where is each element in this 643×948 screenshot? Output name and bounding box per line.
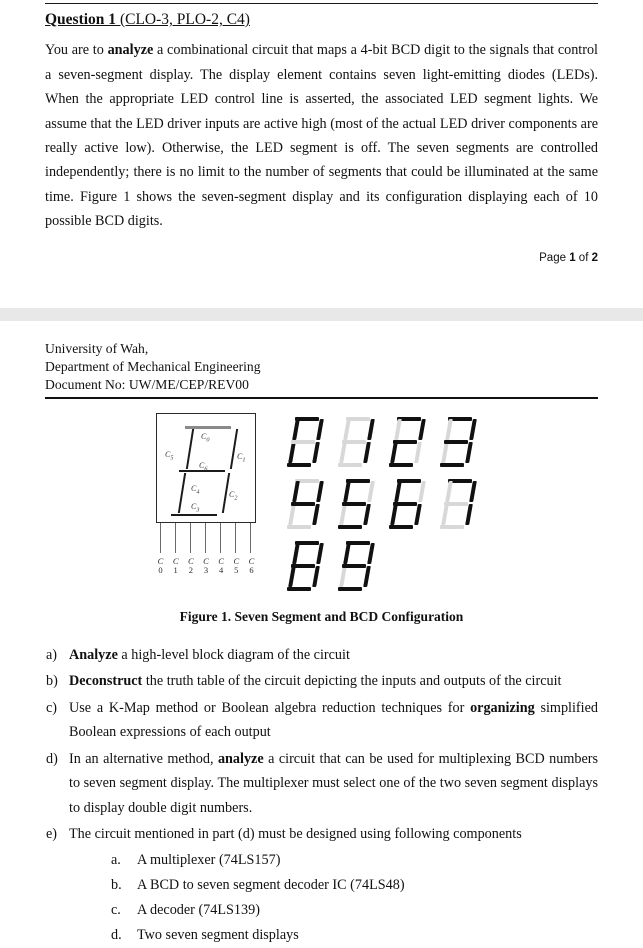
- segment-label-c2: $C_2$: [229, 489, 238, 502]
- pin-line-5: [235, 523, 236, 553]
- part-text: Use a K-Map method or Boolean algebra reduction techniques for organizing simplified Boolean expressions of each output: [69, 699, 598, 741]
- question-part-b: [45, 669, 598, 693]
- digit-7-segment-c: [465, 504, 473, 525]
- digit-0-segment-g: [291, 440, 315, 444]
- question-parts-list: [45, 643, 598, 948]
- digit-7-segment-b: [469, 481, 477, 502]
- digit-9-segment-b: [367, 543, 375, 564]
- paragraph-part-2: a combinational circuit that maps a 4-bit BCD digit to the signals that control a seven-segment display. The display element contains seven light-emitting diodes (LEDs). When the appropriate LED control line is asserted, the associated LED segment lights. We assume that the LED driver inputs are active high (most of the actual LED driver components are really active low). Otherwise, the LED segment is off. The seven segments are controlled independently; there is no limit to the number of segments that could be illuminated at the same time. Figure 1 shows the seven-segment display and its configuration displaying each of 10 possible BCD digits.: [45, 42, 599, 230]
- pin-label-5: C 5: [233, 555, 240, 575]
- digit-0-segment-e: [288, 442, 296, 463]
- digit-2-segment-b: [418, 419, 426, 440]
- component-text: Two seven segment displays: [137, 926, 299, 943]
- segment-c3: [171, 514, 217, 516]
- digit-2-segment-c: [414, 442, 422, 463]
- digit-7-segment-g: [444, 502, 468, 506]
- segment-label-c3: $C_3$: [191, 501, 200, 514]
- digit-1-segment-g: [342, 440, 366, 444]
- digit-0-segment-f: [292, 419, 300, 440]
- segment-label-c5: $C_5$: [165, 449, 174, 462]
- digit-6-segment-d: [389, 525, 413, 529]
- digit-1-segment-c: [363, 442, 371, 463]
- part-marker: b): [46, 673, 58, 690]
- digit-2-segment-e: [390, 442, 398, 463]
- digit-6-segment-c: [414, 504, 422, 525]
- part-marker: c): [46, 699, 58, 716]
- digit-4-segment-c: [312, 504, 320, 525]
- pin-label-row: [154, 557, 258, 575]
- page-top-spacer: [0, 321, 643, 334]
- segment-label-c0: $C_0$: [201, 431, 210, 444]
- bcd-digit-4: [286, 477, 330, 531]
- bcd-digit-8: [286, 539, 330, 593]
- pin-line-3: [205, 523, 206, 553]
- component-marker: b.: [111, 877, 122, 894]
- pin-label-1: C 1: [172, 555, 179, 575]
- question-paragraph: [45, 38, 598, 233]
- seven-segment-body: [156, 413, 256, 523]
- segment-c5: [186, 429, 195, 469]
- digit-3-segment-c: [465, 442, 473, 463]
- footer-total-pages: 2: [591, 251, 598, 264]
- package-pins: [156, 523, 256, 557]
- question-heading-rest: (CLO-3, PLO-2, C4): [116, 11, 250, 28]
- pin-line-6: [250, 523, 251, 553]
- digit-3-segment-f: [445, 419, 453, 440]
- segment-c4: [178, 473, 187, 513]
- digit-4-segment-g: [291, 502, 315, 506]
- bcd-digit-7: [439, 477, 483, 531]
- digit-8-segment-f: [292, 543, 300, 564]
- digit-8-segment-d: [287, 587, 311, 591]
- digit-7-segment-d: [440, 525, 464, 529]
- component-marker: c.: [111, 902, 121, 919]
- pin-label-0: C 0: [157, 555, 164, 575]
- digit-5-segment-e: [339, 504, 347, 525]
- digit-8-segment-b: [316, 543, 324, 564]
- segment-label-c6: $C_6$: [199, 460, 208, 473]
- paragraph-part-1: You are to: [45, 42, 108, 59]
- bcd-digit-1: [337, 415, 381, 469]
- part-marker: e): [46, 825, 58, 842]
- page-footer: [45, 252, 598, 264]
- digit-4-segment-b: [316, 481, 324, 502]
- pin-line-2: [190, 523, 191, 553]
- footer-mid: of: [575, 251, 592, 264]
- digit-5-segment-c: [363, 504, 371, 525]
- digit-5-segment-f: [343, 481, 351, 502]
- digit-9-segment-f: [343, 543, 351, 564]
- document-page-1: [0, 0, 643, 264]
- digit-3-segment-g: [444, 440, 468, 444]
- digit-6-segment-f: [394, 481, 402, 502]
- bcd-digit-grid: [286, 415, 487, 597]
- digit-3-segment-d: [440, 463, 464, 467]
- digit-9-segment-g: [342, 564, 366, 568]
- document-header: [45, 334, 598, 394]
- question-part-e: [45, 822, 598, 948]
- bcd-digit-6: [388, 477, 432, 531]
- digit-4-segment-e: [288, 504, 296, 525]
- figure-caption: Figure 1. Seven Segment and BCD Configuration: [179, 608, 464, 624]
- digit-0-segment-b: [316, 419, 324, 440]
- component-item-b: [91, 873, 598, 898]
- segment-label-c1: $C_1$: [237, 451, 246, 464]
- digit-5-segment-g: [342, 502, 366, 506]
- bcd-digit-5: [337, 477, 381, 531]
- digit-1-segment-b: [367, 419, 375, 440]
- pin-label-2: C 2: [187, 555, 194, 575]
- digit-2-segment-d: [389, 463, 413, 467]
- part-text: Analyze a high-level block diagram of the circuit: [69, 646, 350, 663]
- part-emphasis: organizing: [470, 699, 535, 716]
- page-break-separator: [0, 308, 643, 321]
- digit-3-segment-b: [469, 419, 477, 440]
- pin-line-0: [160, 523, 161, 553]
- page-bottom-spacer: [0, 264, 643, 308]
- pin-label-6: C 6: [248, 555, 255, 575]
- part-text: In an alternative method, analyze a circuit that can be used for multiplexing BCD numbers to seven segment display. The multiplexer must select one of the two seven segment displays to display double digit numbers.: [69, 750, 598, 816]
- digit-6-segment-b: [418, 481, 426, 502]
- digit-1-segment-d: [338, 463, 362, 467]
- header-department: Department of Mechanical Engineering: [45, 358, 261, 374]
- bcd-digit-2: [388, 415, 432, 469]
- question-part-a: [45, 643, 598, 667]
- question-heading: [45, 10, 598, 29]
- part-marker: a): [46, 646, 58, 663]
- digit-4-segment-f: [292, 481, 300, 502]
- part-marker: d): [46, 750, 58, 767]
- header-document-no: Document No: UW/ME/CEP/REV00: [45, 376, 249, 392]
- question-heading-bold: Question 1: [45, 11, 117, 28]
- pin-line-4: [220, 523, 221, 553]
- digit-9-segment-e: [339, 566, 347, 587]
- digit-1-segment-f: [343, 419, 351, 440]
- digit-9-segment-d: [338, 587, 362, 591]
- component-item-c: [91, 898, 598, 923]
- component-item-d: [91, 923, 598, 948]
- bcd-digit-0: [286, 415, 330, 469]
- page-top-rule: [45, 3, 598, 4]
- digit-2-segment-f: [394, 419, 402, 440]
- digit-6-segment-g: [393, 502, 417, 506]
- part-emphasis: analyze: [217, 750, 264, 767]
- digit-0-segment-d: [287, 463, 311, 467]
- component-text: A BCD to seven segment decoder IC (74LS48): [137, 877, 405, 894]
- figure-1: [45, 413, 598, 597]
- digit-5-segment-d: [338, 525, 362, 529]
- question-part-d: [45, 747, 598, 820]
- part-text: Deconstruct the truth table of the circuit depicting the inputs and outputs of the circuit: [69, 673, 562, 690]
- component-item-a: [91, 848, 598, 873]
- component-marker: d.: [111, 926, 122, 943]
- bcd-digit-9: [337, 539, 381, 593]
- segment-label-c4: $C_4$: [191, 483, 200, 496]
- component-marker: a.: [111, 852, 121, 869]
- component-text: A multiplexer (74LS157): [137, 852, 281, 869]
- digit-8-segment-c: [312, 566, 320, 587]
- pin-label-3: C 3: [203, 555, 209, 575]
- digit-7-segment-f: [445, 481, 453, 502]
- digit-8-segment-g: [291, 564, 315, 568]
- document-page-2: [0, 334, 643, 948]
- part-emphasis: Deconstruct: [69, 673, 143, 690]
- part-text: The circuit mentioned in part (d) must be designed using following components: [69, 825, 522, 842]
- digit-5-segment-b: [367, 481, 375, 502]
- digit-4-segment-d: [287, 525, 311, 529]
- digit-2-segment-g: [393, 440, 417, 444]
- digit-0-segment-c: [312, 442, 320, 463]
- component-text: A decoder (74LS139): [137, 902, 260, 919]
- digit-3-segment-e: [441, 442, 449, 463]
- part-emphasis: Analyze: [69, 646, 118, 663]
- digit-6-segment-e: [390, 504, 398, 525]
- bcd-digit-3: [439, 415, 483, 469]
- seven-segment-package: [156, 413, 260, 575]
- paragraph-bold-analyze: analyze: [107, 42, 154, 59]
- header-university: University of Wah,: [45, 340, 149, 356]
- header-rule: [45, 397, 598, 399]
- digit-9-segment-c: [363, 566, 371, 587]
- footer-current-page: 1: [569, 251, 576, 264]
- digit-8-segment-e: [288, 566, 296, 587]
- digit-7-segment-e: [441, 504, 449, 525]
- pin-line-1: [175, 523, 176, 553]
- question-part-c: [45, 696, 598, 745]
- pin-label-4: C 4: [218, 555, 224, 575]
- digit-1-segment-e: [339, 442, 347, 463]
- footer-pre: Page: [539, 251, 570, 264]
